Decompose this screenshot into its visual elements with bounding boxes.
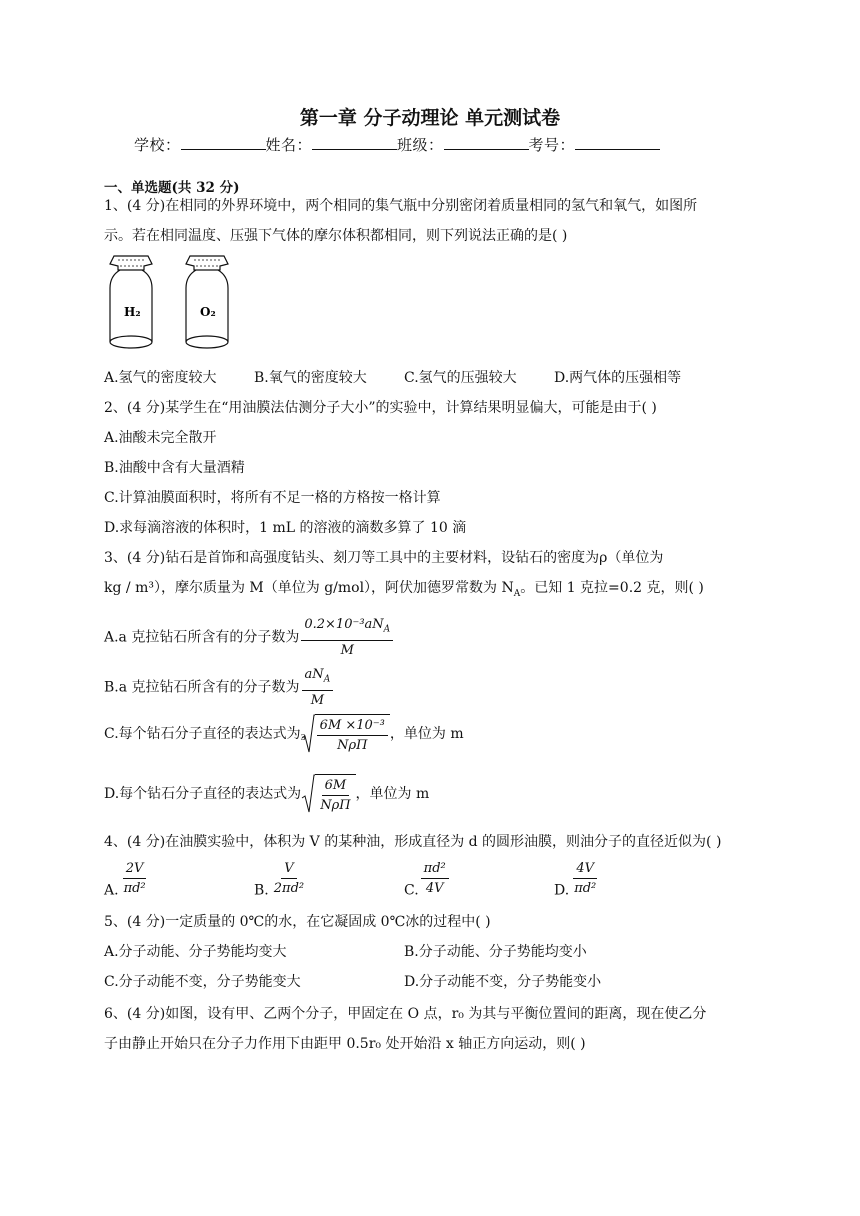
q4-option-a[interactable] (104, 860, 151, 901)
q3-option-d-unit: ，单位为 m (355, 786, 430, 802)
q1-option-b[interactable]: B.氧气的密度较大 (254, 370, 367, 386)
q3-option-c-denominator: NρΠ (337, 738, 368, 753)
q3-option-d[interactable] (104, 774, 429, 814)
q3-stem-line1: 3、(4 分)钻石是首饰和高强度钻头、刻刀等工具中的主要材料，设钻石的密度为ρ（单位为 (104, 550, 664, 566)
section-heading: 一、单选题(共 32 分) (104, 180, 240, 196)
cube-root-index: 3 (300, 733, 306, 742)
q5-option-c[interactable]: C.分子动能不变，分子势能变大 (104, 974, 301, 990)
q3-stem-text: ），摩尔质量为 M（单位为 g/mol），阿伏加德罗常数为 N (153, 580, 514, 596)
q3-unit: kg / m³ (104, 580, 154, 596)
q3-option-b-denominator: M (310, 692, 325, 708)
q2-option-a[interactable]: A.油酸未完全散开 (104, 430, 217, 446)
q3-stem-line2: kg / m³），摩尔质量为 M（单位为 g/mol），阿伏加德罗常数为 $N_A$。已知 1 克拉=0.2 克，则( ) (104, 580, 704, 599)
q3-option-a-text: A.a 克拉钻石所含有的分子数为 (104, 629, 300, 646)
q4-option-a-label: A. (104, 882, 119, 899)
q3-option-b-numerator: aN (304, 667, 324, 682)
q4-option-c-denominator: 4V (425, 881, 444, 896)
school-blank[interactable] (181, 135, 266, 150)
q3-option-d-square-root (301, 774, 355, 814)
q3-option-d-text: D.每个钻石分子直径的表达式为 (104, 786, 302, 802)
student-info-line (134, 134, 660, 155)
q4-option-a-numerator: 2V (123, 860, 147, 879)
page-title: 第一章 分子动理论 单元测试卷 (299, 107, 561, 129)
bottle2-label: O₂ (200, 305, 216, 319)
school-label: 学校： (134, 136, 181, 154)
q2-option-b[interactable]: B.油酸中含有大量酒精 (104, 460, 245, 476)
q3-option-d-numerator: 6M (322, 777, 350, 796)
q3-option-a-fraction: $\frac{0.2\times 10^{-3}aN_A}{M}$ (301, 616, 393, 659)
q3-option-c-cube-root (301, 714, 390, 754)
q4-option-d-label: D. (554, 882, 570, 899)
q4-stem: 4、(4 分)在油膜实验中，体积为 V 的某种油，形成直径为 d 的圆形油膜，则油分子的直径近似为( ) (104, 834, 722, 850)
bottle1-label: H₂ (124, 305, 141, 319)
q1-option-c[interactable]: C.氢气的压强较大 (404, 370, 517, 386)
exam-no-blank[interactable] (575, 135, 660, 150)
radical-sign-icon (301, 774, 315, 814)
q4-option-b-numerator: V (281, 860, 296, 879)
q4-option-c-numerator: πd² (421, 860, 449, 879)
q5-stem: 5、(4 分)一定质量的 0℃的水，在它凝固成 0℃冰的过程中( ) (104, 914, 491, 930)
q1-option-d[interactable]: D.两气体的压强相等 (554, 370, 682, 386)
q3-stem-end: 。已知 1 克拉=0.2 克，则( ) (520, 580, 704, 596)
q4-option-a-denominator: πd² (123, 881, 146, 896)
q2-option-d[interactable]: D.求每滴溶液的体积时，1 mL 的溶液的滴数多算了 10 滴 (104, 520, 467, 536)
q5-option-d[interactable]: D.分子动能不变，分子势能变小 (404, 974, 602, 990)
q2-option-c[interactable]: C.计算油膜面积时，将所有不足一格的方格按一格计算 (104, 490, 441, 506)
class-blank[interactable] (444, 135, 529, 150)
q3-option-b-fraction: $\frac{aN_A}{M}$ (302, 666, 334, 709)
hydrogen-bottle (110, 256, 152, 348)
q1-stem-line2: 示。若在相同温度、压强下气体的摩尔体积都相同，则下列说法正确的是( ) (104, 228, 568, 244)
name-label: 姓名： (265, 136, 313, 154)
q3-option-c[interactable] (104, 714, 464, 754)
q3-option-c-fraction (317, 717, 388, 754)
exam-no-label: 考号： (528, 136, 576, 154)
q3-option-a[interactable] (104, 616, 395, 659)
q4-option-b-label: B. (254, 882, 269, 899)
q4-option-c[interactable] (404, 860, 451, 901)
q6-stem-line2: 子由静止开始只在分子力作用下由距甲 0.5r₀ 处开始沿 x 轴正方向运动，则( ) (104, 1036, 586, 1052)
q3-option-c-unit: ，单位为 m (389, 726, 464, 742)
q5-option-b[interactable]: B.分子动能、分子势能均变小 (404, 944, 587, 960)
q3-option-a-numerator: 0.2×10⁻³aN (304, 617, 384, 632)
class-label: 班级： (397, 136, 444, 154)
q4-option-d-denominator: πd² (574, 881, 597, 896)
q4-option-d-numerator: 4V (573, 860, 597, 879)
oxygen-bottle (186, 256, 228, 348)
q1-stem-line1: 1、(4 分)在相同的外界环境中，两个相同的集气瓶中分别密闭着质量相同的氢气和氧气，如图所 (104, 198, 698, 214)
q6-stem-line1: 6、(4 分)如图，设有甲、乙两个分子，甲固定在 O 点，r₀ 为其与平衡位置间的距离，现在使乙分 (104, 1006, 707, 1022)
q3-option-b-text: B.a 克拉钻石所含有的分子数为 (104, 679, 300, 696)
name-blank[interactable] (312, 135, 397, 150)
q1-option-a[interactable]: A.氢气的密度较大 (104, 370, 217, 386)
q4-option-d[interactable] (554, 860, 601, 901)
q4-option-b[interactable] (254, 860, 309, 901)
q3-option-c-numerator: 6M ×10⁻³ (317, 717, 388, 736)
q4-option-b-denominator: 2πd² (273, 881, 305, 896)
gas-bottles-figure (100, 252, 250, 362)
q3-option-c-text: C.每个钻石分子直径的表达式为 (104, 726, 301, 742)
q4-option-c-label: C. (404, 882, 419, 899)
q3-option-d-fraction (317, 777, 353, 814)
q5-option-a[interactable]: A.分子动能、分子势能均变大 (104, 944, 287, 960)
q2-stem: 2、(4 分)某学生在“用油膜法估测分子大小”的实验中，计算结果明显偏大，可能是由于( ) (104, 400, 657, 416)
q3-option-d-denominator: NρΠ (320, 798, 351, 813)
q3-option-a-denominator: M (340, 642, 354, 658)
q3-option-b[interactable] (104, 666, 335, 709)
